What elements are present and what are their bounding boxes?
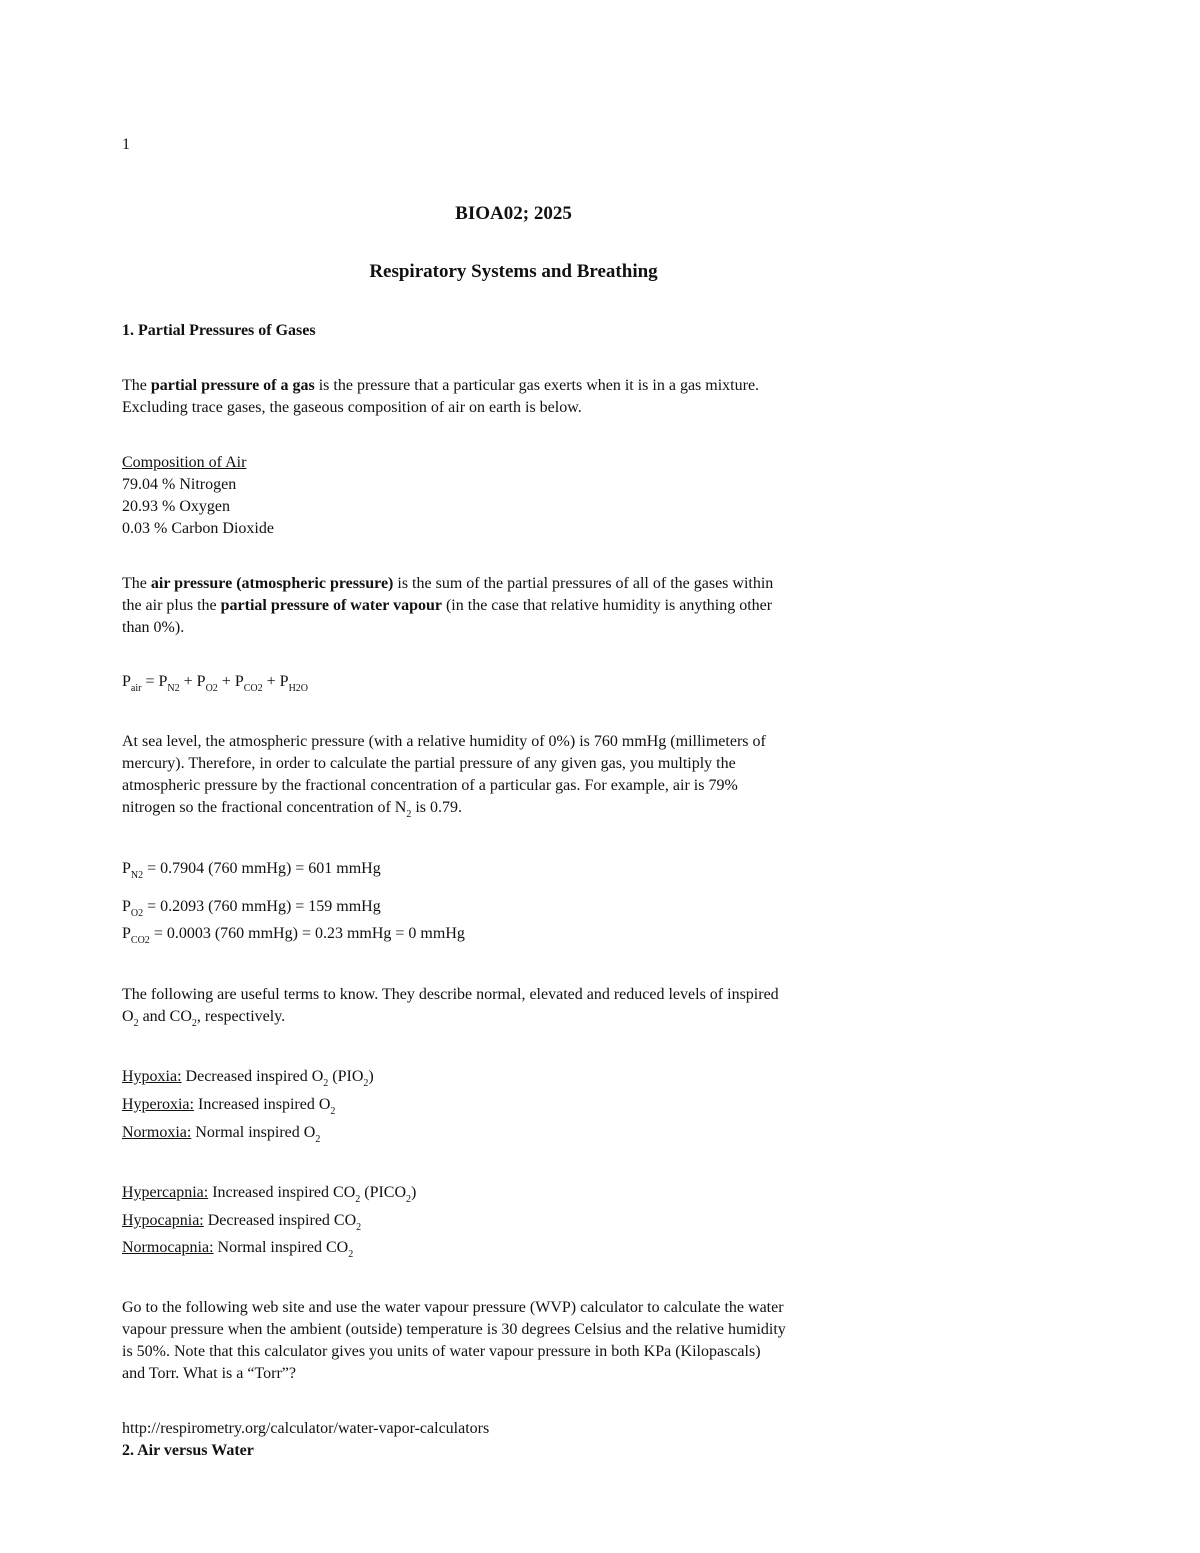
calc-p: P <box>122 860 131 877</box>
term-label: Normoxia: <box>122 1124 192 1141</box>
term-label: Hypercapnia: <box>122 1184 209 1201</box>
wvp-line-4: and Torr. What is a “Torr”? <box>122 1365 296 1382</box>
term-sub: 2 <box>315 1134 321 1145</box>
intro-line-1 <box>122 375 759 397</box>
term-text: Normal inspired O <box>191 1124 316 1141</box>
air-pressure-line2-pre: the air plus the <box>122 597 221 614</box>
n2-subscript: 2 <box>406 809 412 820</box>
composition-item: 20.93 % Oxygen <box>122 498 230 515</box>
terms-intro-line-1: The following are useful terms to know. They describe normal, elevated and reduced levels of inspired <box>122 986 779 1003</box>
term-normoxia <box>122 1122 320 1144</box>
terms-o: O <box>122 1008 134 1025</box>
term-hypoxia <box>122 1066 374 1088</box>
eq-sub-h2o: H2O <box>288 683 309 694</box>
eq-p: P <box>158 673 168 690</box>
eq-plus: + <box>262 673 280 690</box>
term-sub: 2 <box>330 1106 336 1117</box>
air-pressure-line-3: than 0%). <box>122 619 185 636</box>
term-hypocapnia <box>122 1210 361 1232</box>
eq-p: P <box>234 673 244 690</box>
eq-sub-air: air <box>130 683 142 694</box>
calculator-link[interactable]: http://respirometry.org/calculator/water-vapor-calculators <box>122 1420 490 1437</box>
terms-mid: and CO <box>138 1008 192 1025</box>
eq-p: P <box>196 673 206 690</box>
term-text: Decreased inspired CO <box>203 1212 357 1229</box>
eq-sub-co2: CO2 <box>243 683 263 694</box>
composition-heading <box>122 452 246 474</box>
calc-text: = 0.0003 (760 mmHg) = 0.23 mmHg = 0 mmHg <box>149 925 465 942</box>
composition-item: 0.03 % Carbon Dioxide <box>122 520 274 537</box>
section-2-heading: 2. Air versus Water <box>122 1442 254 1459</box>
eq-p: P <box>279 673 289 690</box>
calc-sub: N2 <box>130 870 144 881</box>
calc-sub: CO2 <box>130 935 150 946</box>
section-1-heading: 1. Partial Pressures of Gases <box>122 322 316 339</box>
term-text: Normal inspired CO <box>213 1239 349 1256</box>
air-pressure-bold: air pressure (atmospheric pressure) <box>150 575 394 592</box>
term-hypercapnia <box>122 1182 416 1204</box>
composition-item: 79.04 % Nitrogen <box>122 476 237 493</box>
term-sub: 2 <box>323 1078 329 1089</box>
air-pressure-line-1 <box>122 573 773 595</box>
air-pressure-pre: The <box>122 575 151 592</box>
air-pressure-mid: is the sum of the partial pressures of all of the gases within <box>393 575 774 592</box>
eq-plus: + <box>179 673 197 690</box>
terms-end: , respectively. <box>196 1008 286 1025</box>
sea-level-line-1: At sea level, the atmospheric pressure (with a relative humidity of 0%) is 760 mmHg (millimeters of <box>122 733 766 750</box>
calc-co2 <box>122 923 465 945</box>
term-sub: 2 <box>406 1194 412 1205</box>
eq-equals: = <box>141 673 159 690</box>
intro-pre: The <box>122 377 151 394</box>
term-extra-post: ) <box>411 1184 417 1201</box>
terms-intro-line-2 <box>122 1006 285 1028</box>
wvp-line-1: Go to the following web site and use the water vapour pressure (WVP) calculator to calculate the water <box>122 1299 784 1316</box>
wvp-line-3: is 50%. Note that this calculator gives you units of water vapour pressure in both KPa (Kilopascals) <box>122 1343 761 1360</box>
composition-heading-text: Composition of Air <box>122 454 247 471</box>
term-hyperoxia <box>122 1094 335 1116</box>
intro-bold-term: partial pressure of a gas <box>150 377 315 394</box>
calc-p: P <box>122 898 131 915</box>
intro-post: is the pressure that a particular gas exerts when it is in a gas mixture. <box>314 377 760 394</box>
eq-p: P <box>122 673 131 690</box>
terms-sub: 2 <box>191 1018 197 1029</box>
terms-sub: 2 <box>133 1018 139 1029</box>
calc-text: = 0.2093 (760 mmHg) = 159 mmHg <box>143 898 381 915</box>
eq-plus: + <box>217 673 235 690</box>
term-extra-pre: (PICO <box>360 1184 407 1201</box>
sea-level-line-4 <box>122 797 462 819</box>
term-sub: 2 <box>356 1222 362 1233</box>
term-text: Increased inspired CO <box>208 1184 356 1201</box>
document-title: BIOA02; 2025 <box>455 203 572 224</box>
intro-line-2: Excluding trace gases, the gaseous composition of air on earth is below. <box>122 399 582 416</box>
term-sub: 2 <box>355 1194 361 1205</box>
term-label: Hyperoxia: <box>122 1096 194 1113</box>
term-normocapnia <box>122 1237 353 1259</box>
calc-text: = 0.7904 (760 mmHg) = 601 mmHg <box>143 860 381 877</box>
term-label: Hypoxia: <box>122 1068 182 1085</box>
term-extra-pre: (PIO <box>328 1068 364 1085</box>
air-pressure-equation <box>122 671 308 693</box>
sea-level-line-3: atmospheric pressure by the fractional concentration of a particular gas. For example, air is 79% <box>122 777 738 794</box>
sea-level-line4-pre: nitrogen so the fractional concentration of N <box>122 799 407 816</box>
eq-sub-n2: N2 <box>167 683 180 694</box>
calc-p: P <box>122 925 131 942</box>
calc-o2 <box>122 896 381 918</box>
term-text: Increased inspired O <box>193 1096 331 1113</box>
water-vapour-bold: partial pressure of water vapour <box>220 597 442 614</box>
page-number: 1 <box>122 136 130 153</box>
air-pressure-line-2 <box>122 595 772 617</box>
term-sub: 2 <box>363 1078 369 1089</box>
eq-sub-o2: O2 <box>205 683 218 694</box>
term-label: Normocapnia: <box>122 1239 214 1256</box>
document-subtitle: Respiratory Systems and Breathing <box>369 261 658 282</box>
calc-sub: O2 <box>130 908 144 919</box>
air-pressure-line2-post: (in the case that relative humidity is anything other <box>441 597 773 614</box>
sea-level-line4-post: is 0.79. <box>411 799 463 816</box>
calc-n2 <box>122 858 381 880</box>
wvp-line-2: vapour pressure when the ambient (outside) temperature is 30 degrees Celsius and the relative humidity <box>122 1321 786 1338</box>
term-text: Decreased inspired O <box>181 1068 324 1085</box>
term-sub: 2 <box>348 1249 354 1260</box>
term-extra-post: ) <box>368 1068 374 1085</box>
term-label: Hypocapnia: <box>122 1212 204 1229</box>
sea-level-line-2: mercury). Therefore, in order to calculate the partial pressure of any given gas, you multiply the <box>122 755 736 772</box>
